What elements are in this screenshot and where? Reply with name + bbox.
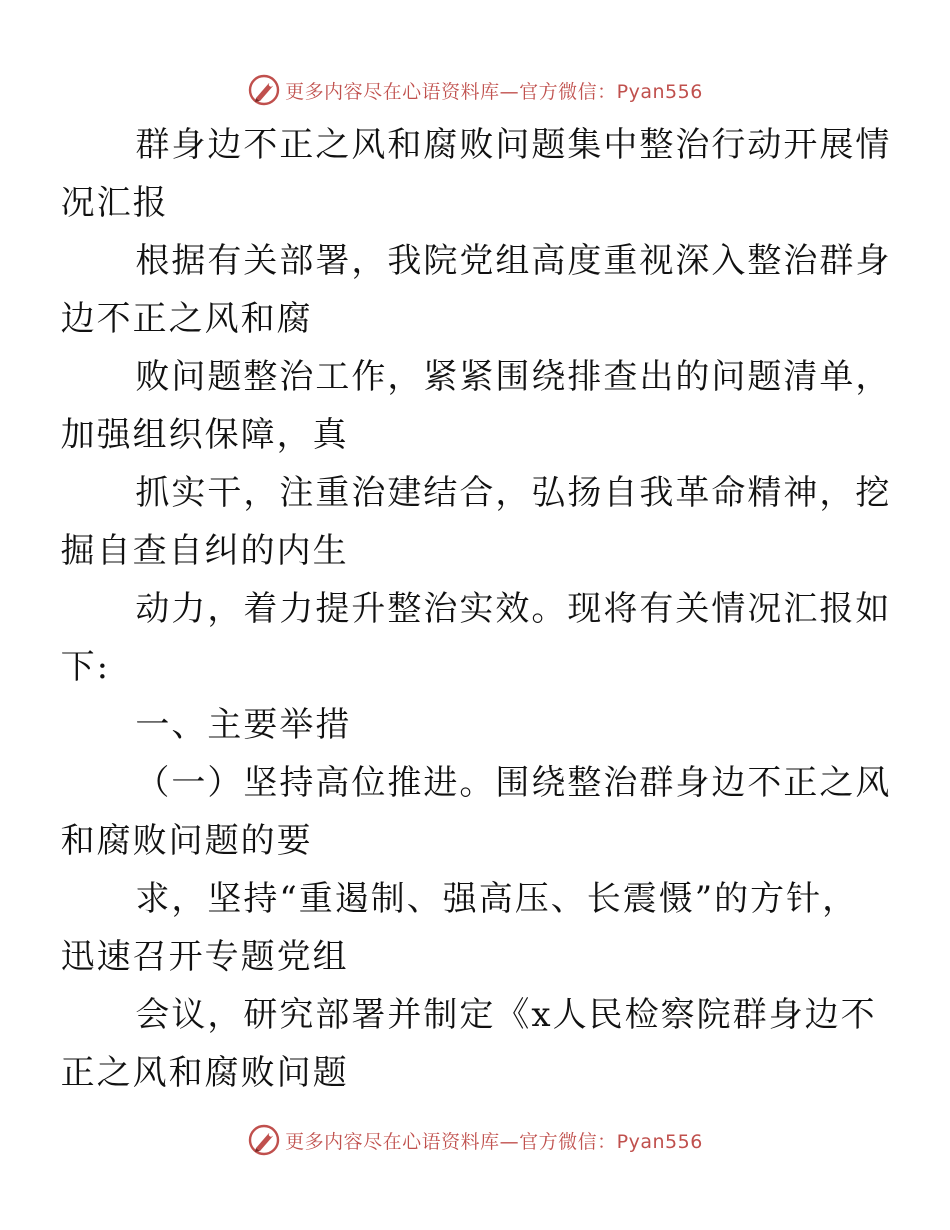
pen-seal-icon (247, 73, 281, 107)
text-line: 群身边不正之风和腐败问题集中整治行动开展情 (135, 125, 892, 165)
paragraph (60, 580, 892, 696)
paragraph (60, 986, 877, 1102)
watermark-text: 更多内容尽在心语资料库—官方微信：Pyan556 (285, 80, 703, 103)
text-line: 动力，着力提升整治实效。现将有关情况汇报如 (135, 589, 892, 629)
text-line: 掘自查自纠的内生 (60, 531, 349, 571)
text-line: 求，坚持“重遏制、强高压、长震慑”的方针， (135, 879, 859, 919)
text-line: 加强组织保障，真 (60, 415, 349, 455)
watermark-text: 更多内容尽在心语资料库—官方微信：Pyan556 (285, 1130, 703, 1153)
text-line: 边不正之风和腐 (60, 299, 313, 339)
text-line: 和腐败问题的要 (60, 821, 313, 861)
text-line: 下: (60, 647, 111, 687)
text-line: 抓实干，注重治建结合，弘扬自我革命精神，挖 (135, 473, 892, 513)
paragraph (60, 348, 892, 464)
text-line: 根据有关部署，我院党组高度重视深入整治群身 (135, 241, 892, 281)
text-line: （一）坚持高位推进。围绕整治群身边不正之风 (135, 763, 892, 803)
header-watermark (0, 68, 950, 112)
text-line: 正之风和腐败问题 (60, 1053, 349, 1093)
paragraph (60, 232, 892, 348)
text-line: 败问题整治工作，紧紧围绕排查出的问题清单， (135, 357, 892, 397)
text-line: 会议，研究部署并制定《x人民检察院群身边不 (135, 995, 877, 1035)
pen-seal-icon (247, 1123, 281, 1157)
section-heading (98, 696, 858, 754)
paragraph (60, 870, 859, 986)
text-line: 况汇报 (60, 183, 169, 223)
text-line: 一、主要举措 (135, 705, 352, 745)
footer-watermark (0, 1118, 950, 1162)
paragraph-title (60, 116, 892, 232)
document-body (60, 116, 892, 1102)
paragraph (60, 464, 892, 580)
paragraph (60, 754, 892, 870)
text-line: 迅速召开专题党组 (60, 937, 349, 977)
